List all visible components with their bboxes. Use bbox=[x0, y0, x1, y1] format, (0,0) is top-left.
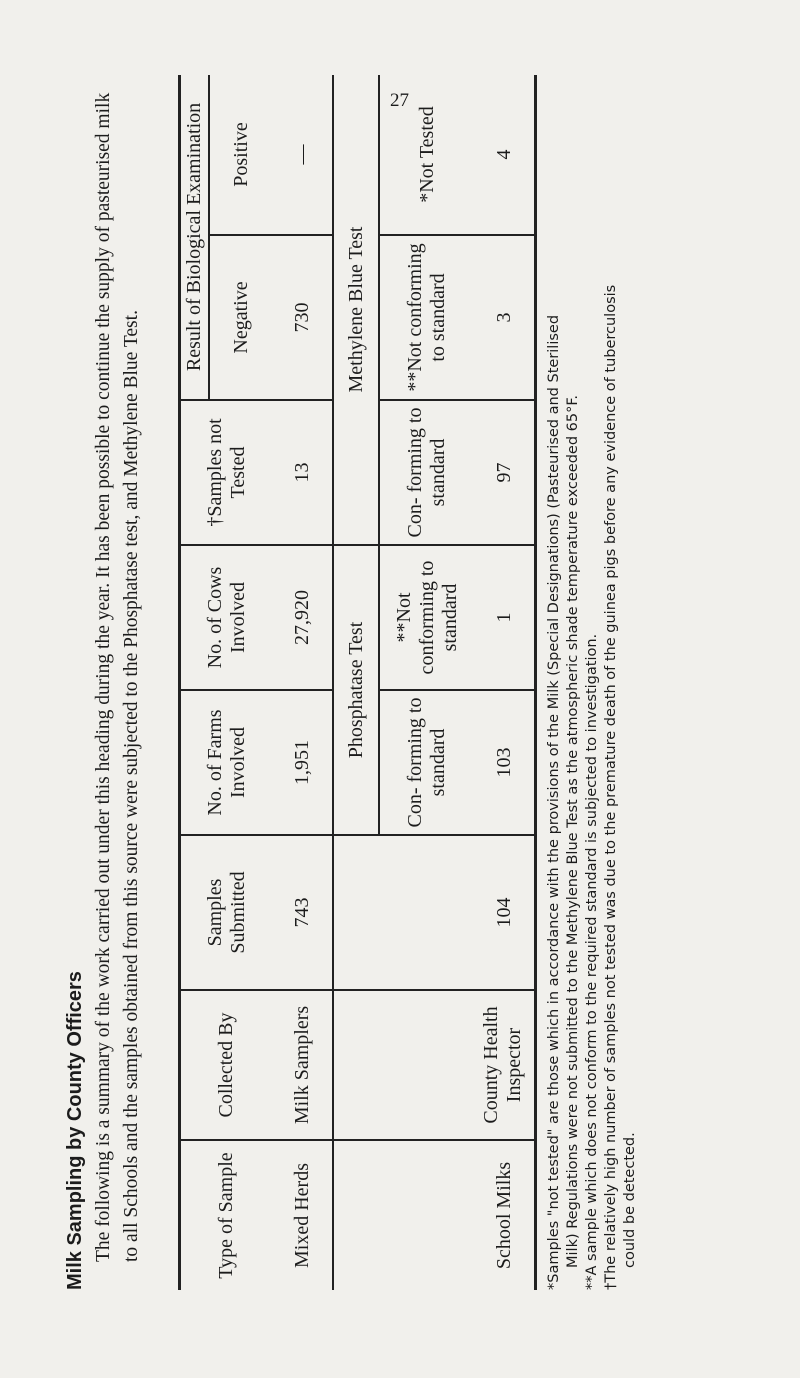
header-positive: Positive bbox=[229, 122, 252, 187]
cell-farms: 1,951 bbox=[272, 690, 333, 835]
milk-sampling-table bbox=[178, 75, 537, 1290]
header-negative: Negative bbox=[209, 235, 272, 400]
cell-type: Mixed Herds bbox=[272, 1140, 333, 1290]
header-m-conforming: Con- forming to standard bbox=[379, 400, 474, 545]
header-p-not-conforming: **Not conforming to standard bbox=[379, 545, 474, 690]
header-phosphatase: Phosphatase Test bbox=[333, 545, 379, 835]
section-heading: Milk Sampling by County Officers bbox=[64, 971, 86, 1290]
header-p-conforming: Con- forming to standard bbox=[379, 690, 474, 835]
cell-p-conforming: 103 bbox=[474, 690, 536, 835]
cell-positive: — bbox=[272, 75, 333, 235]
cell-not-tested: 13 bbox=[272, 400, 333, 545]
table-row bbox=[272, 75, 333, 1290]
header-farms: No. of Farms Involved bbox=[180, 690, 273, 835]
footnote-guinea-pigs-cont: could be detected. bbox=[622, 1132, 638, 1268]
cell-negative: 730 bbox=[272, 235, 333, 400]
cell-m-not-conforming: 3 bbox=[474, 235, 536, 400]
page-number: 27 bbox=[390, 90, 409, 111]
cell-collected-school: County Health Inspector bbox=[333, 990, 536, 1140]
cell-cows: 27,920 bbox=[272, 545, 333, 690]
cell-type-school: School Milks bbox=[333, 1140, 536, 1290]
header-collected: Collected By bbox=[180, 990, 273, 1140]
footnote-not-tested-cont: Milk) Regulations were not submitted to the Methylene Blue Test as the atmospheric shade temperature exceeded 65°F. bbox=[565, 395, 581, 1268]
cell-submitted: 743 bbox=[272, 835, 333, 990]
rotated-document-body bbox=[60, 75, 720, 1290]
header-methylene: Methylene Blue Test bbox=[333, 75, 379, 545]
header-not-tested: †Samples not Tested bbox=[180, 400, 273, 545]
header-m-not-tested: *Not Tested bbox=[415, 106, 438, 203]
header-type: Type of Sample bbox=[180, 1140, 273, 1290]
cell-submitted-school: 104 bbox=[333, 835, 536, 990]
header-submitted: Samples Submitted bbox=[180, 835, 273, 990]
footnote-not-tested: *Samples "not tested" are those which in accordance with the provisions of the Milk (Special Designations) (Pasteurised and Sterilised bbox=[546, 314, 562, 1290]
footnote-not-conforming: **A sample which does not conform to the required standard is subjected to investigation. bbox=[584, 633, 600, 1290]
footnote-guinea-pigs: †The relatively high number of samples not tested was due to the premature death of the guinea pigs before any evidence of tuberculosis bbox=[603, 284, 619, 1290]
cell-m-conforming: 97 bbox=[474, 400, 536, 545]
header-bio: Result of Biological Examination bbox=[180, 75, 210, 400]
table2-header-row bbox=[333, 75, 379, 1290]
header-cows: No. of Cows Involved bbox=[180, 545, 273, 690]
intro-text: The following is a summary of the work carried out under this heading during the year. It has been possible to continue the supply of pasteurised milk to all Schools and the samples obtained from this source were subjected to the Phosphatase test, and Methylene Blue Test. bbox=[93, 92, 142, 1262]
cell-p-not-conforming: 1 bbox=[474, 545, 536, 690]
footnotes bbox=[545, 75, 640, 1290]
cell-collected: Milk Samplers bbox=[272, 990, 333, 1140]
table1-header-row bbox=[180, 75, 210, 1290]
intro-paragraph bbox=[90, 75, 178, 1290]
header-m-not-conforming: **Not conforming to standard bbox=[379, 235, 474, 400]
cell-m-not-tested: 4 bbox=[492, 149, 515, 160]
